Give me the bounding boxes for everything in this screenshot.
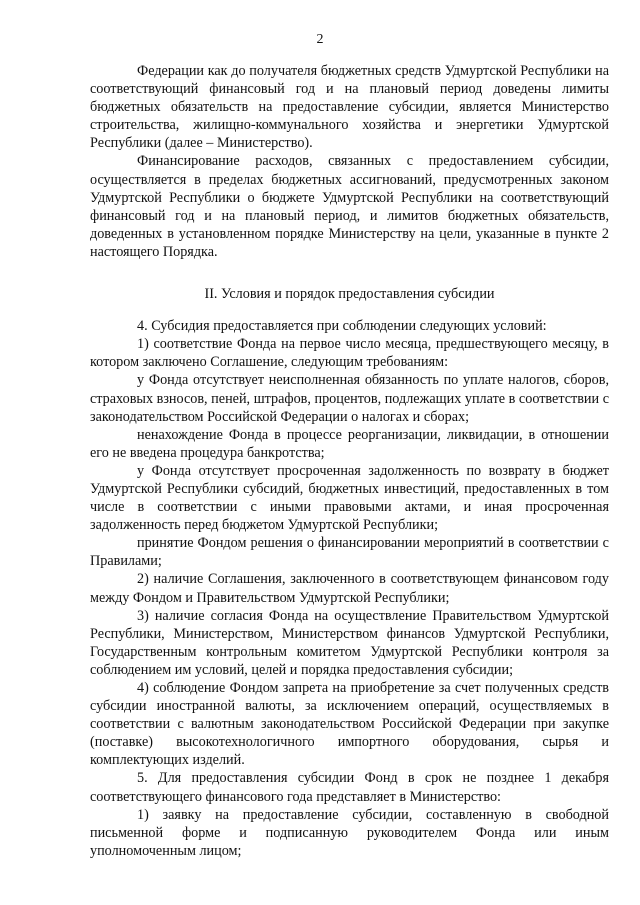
paragraph: у Фонда отсутствует просроченная задолженность по возврату в бюджет Удмуртской Республики субсидий, бюджетных инвестиций, предоставленных в том числе в соответствии с иными правовыми актами, и иная просроченная задолженность перед бюджетом Удмуртской Республики;	[90, 462, 609, 534]
paragraph: 4) соблюдение Фондом запрета на приобретение за счет полученных средств субсидии иностранной валюты, за исключением операций, осуществляемых в соответствии с валютным законодательством Российской Федерации при закупке (поставке) высокотехнологичного импортного оборудования, сырья и комплектующих изделий.	[90, 680, 609, 769]
paragraph: 5. Для предоставления субсидии Фонд в срок не позднее 1 декабря соответствующего финансового года представляет в Министерство:	[90, 770, 609, 805]
page-number: 2	[316, 32, 324, 47]
document-body	[90, 62, 609, 860]
paragraph: 3) наличие согласия Фонда на осуществление Правительством Удмуртской Республики, Министерством, Министерством финансов Удмуртской Республики, Государственным контрольным комитетом Удмуртской Республики контроля за соблюдением им условий, целей и порядка предоставления субсидии;	[90, 607, 609, 678]
paragraph: 2) наличие Соглашения, заключенного в соответствующем финансовом году между Фондом и Правительством Удмуртской Республики;	[90, 571, 609, 606]
section-heading: II. Условия и порядок предоставления субсидии	[204, 286, 495, 303]
paragraph: 1) заявку на предоставление субсидии, составленную в свободной письменной форме и подписанную руководителем Фонда или иным уполномоченным лицом;	[90, 806, 609, 859]
paragraph: у Фонда отсутствует неисполненная обязанность по уплате налогов, сборов, страховых взносов, пеней, штрафов, процентов, подлежащих уплате в соответствии с законодательством Российской Федерации о налогах и сборах;	[90, 372, 609, 425]
paragraph: принятие Фондом решения о финансировании мероприятий в соответствии с Правилами;	[90, 535, 609, 570]
paragraph: Федерации как до получателя бюджетных средств Удмуртской Республики на соответствующий финансовый год и на плановый период доведены лимиты бюджетных обязательств на предоставление субсидии, является Министерство строительства, жилищно-коммунального хозяйства и энергетики Удмуртской Республики (далее – Министерство).	[90, 63, 609, 152]
paragraph: ненахождение Фонда в процессе реорганизации, ликвидации, в отношении его не введена процедура банкротства;	[90, 426, 609, 461]
paragraph: 4. Субсидия предоставляется при соблюдении следующих условий:	[137, 318, 547, 335]
paragraph: 1) соответствие Фонда на первое число месяца, предшествующего месяцу, в котором заключено Соглашение, следующим требованиям:	[90, 336, 609, 371]
paragraph: Финансирование расходов, связанных с предоставлением субсидии, осуществляется в пределах бюджетных ассигнований, предусмотренных законом Удмуртской Республики о бюджете Удмуртской Республики на соответствующий финансовый год и на плановый период, и лимитов бюджетных обязательств, доведенных в установленном порядке Министерству на цели, указанные в пункте 2 настоящего Порядка.	[90, 153, 609, 260]
